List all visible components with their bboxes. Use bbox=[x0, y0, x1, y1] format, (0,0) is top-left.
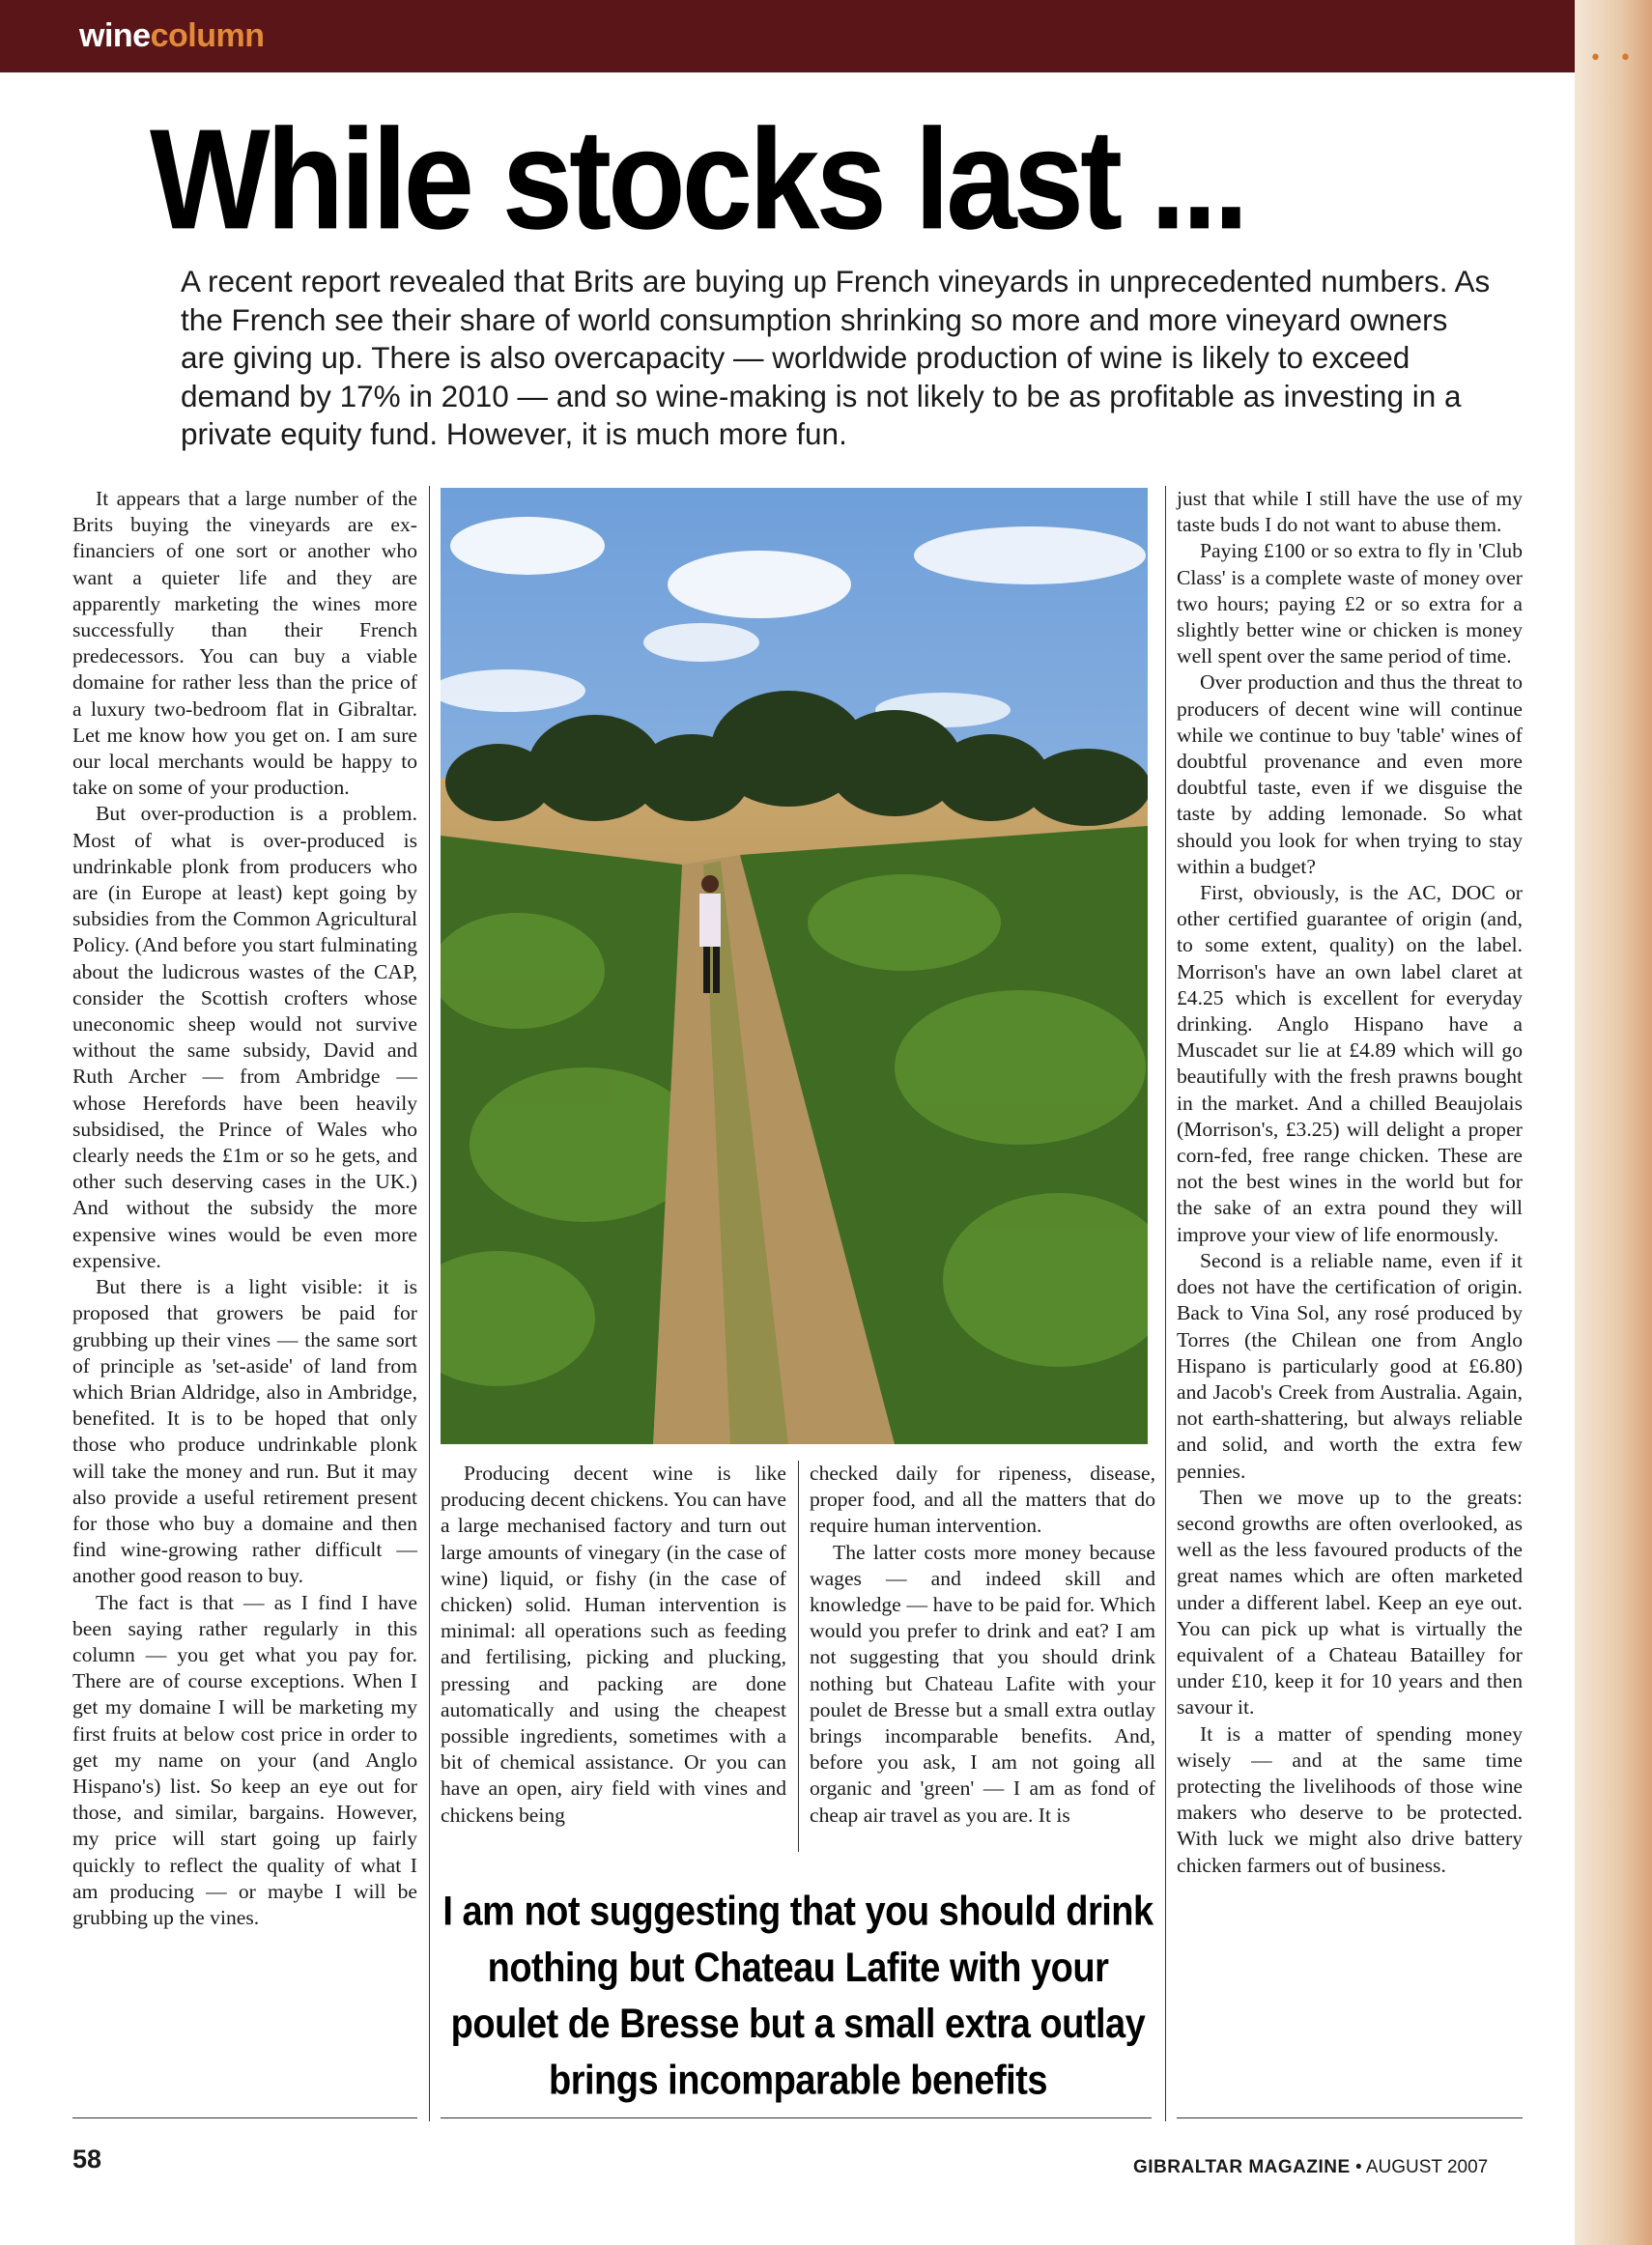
column-tag-wine: wine bbox=[79, 17, 151, 54]
body-column-2 bbox=[441, 1461, 786, 1829]
vineyard-illustration bbox=[441, 488, 1148, 1444]
adjacent-page-edge bbox=[1575, 0, 1652, 2245]
body-column-3 bbox=[810, 1461, 1155, 1829]
column-divider bbox=[1165, 486, 1166, 2121]
footer-magazine-info bbox=[1133, 2157, 1488, 2178]
column-tag-column: column bbox=[150, 17, 265, 54]
paragraph: It is a matter of spending money wisely — and at the same time protecting the livelihoods of those wine makers who deserve to be protected. With luck we might also drive battery chicken farmers out of business. bbox=[1177, 1721, 1523, 1877]
paragraph: Second is a reliable name, even if it does not have the certification of origin. Back to Vina Sol, any rosé produced by Torres (the Chilean one from Anglo Hispano is particularly good at £6.80) and Jacob's Creek from Australia. Again, not earth-shattering, but always reliable and solid, and worth the extra few pennies. bbox=[1177, 1248, 1523, 1483]
body-column-1 bbox=[72, 486, 417, 1931]
page-number: 58 bbox=[72, 2145, 102, 2174]
paragraph: Over production and thus the threat to producers of decent wine will continue while we continue to buy 'table' wines of doubtful provenance and even more doubtful taste, even if we disguise the taste by adding lemonade. So what should you look for when trying to stay within a budget? bbox=[1177, 670, 1523, 878]
magazine-name: GIBRALTAR MAGAZINE bbox=[1133, 2157, 1351, 2177]
paragraph: But over-production is a problem. Most of what is over-produced is undrinkable plonk from producers who are (in Europe at least) kept going by subsidies from the Common Agricultural Policy. (And before you start fulminating about the ludicrous wastes of the CAP, consider the Scottish crofters whose uneconomic sheep would not survive without the same subsidy, David and Ruth Archer — from Ambridge — whose Herefords have been heavily subsidised, the Prince of Wales who clearly needs the £1m or so he gets, and other such deserving cases in the UK.) And without the subsidy the more expensive wines would be even more expensive. bbox=[72, 802, 417, 1272]
paragraph: The latter costs more money because wages — and indeed skill and knowledge — have to be paid for. Which would you prefer to drink and eat? I am not suggesting that you should drink nothing but Chateau Lafite with your poulet de Bresse but a small extra outlay brings incomparable benefits. And, before you ask, I am not going all organic and 'green' — I am as fond of cheap air travel as you are. It is bbox=[810, 1540, 1155, 1827]
paragraph: Paying £100 or so extra to fly in 'Club Class' is a complete waste of money over two hours; paying £2 or so extra for a slightly better wine or chicken is money well spent over the same period of time. bbox=[1177, 539, 1523, 668]
article-standfirst: A recent report revealed that Brits are buying up French vineyards in unprecedented numbers. As the French see their share of world consumption shrinking so more and more vineyard owners are giving up. There is also overcapacity — worldwide production of wine is likely to exceed demand by 17% in 2010 — and so wine-making is not likely to be as profitable as investing in a private equity fund. However, it is much more fun. bbox=[181, 264, 1491, 451]
paragraph: Producing decent wine is like producing decent chickens. You can have a large mechanised factory and turn out large amounts of vinegary (in the case of wine) liquid, or fishy (in the case of chicken) solid. Human intervention is minimal: all operations such as feeding and fertilising, picking and plucking, pressing and packing are done automatically and using the cheapest possible ingredients, sometimes with a bit of chemical assistance. Or you can have an open, airy field with vines and chickens being bbox=[441, 1462, 786, 1827]
paragraph: It appears that a large number of the Brits buying the vineyards are ex-financiers of one sort or another who want a quieter life and they are apparently marketing the wines more successfully than their French predecessors. You can buy a viable domaine for rather less than the price of a luxury two-bedroom flat in Gibraltar. Let me know how you get on. I am sure our local merchants would be happy to take on some of your production. bbox=[72, 487, 417, 800]
bottom-rule bbox=[1177, 2117, 1523, 2118]
header-band bbox=[0, 0, 1575, 72]
column-divider bbox=[798, 1461, 799, 1852]
paragraph: First, obviously, is the AC, DOC or other certified guarantee of origin (and, to some extent, quality) on the label. Morrison's have an own label claret at £4.25 which is excellent for everyday drinking. Anglo Hispano have a Muscadet sur lie at £4.89 which will go beautifully with the fresh prawns bought in the market. And a chilled Beaujolais (Morrison's, £3.25) will delight a proper corn-fed, free range chicken. These are not the best wines in the world but for the sake of an extra pound they will improve your view of life enormously. bbox=[1177, 881, 1523, 1246]
bottom-rule bbox=[441, 2117, 1152, 2118]
paragraph: But there is a light visible: it is proposed that growers be paid for grubbing up their vines — the same sort of principle as 'set-aside' of land from which Brian Aldridge, also in Ambridge, benefited. It is to be hoped that only those who produce undrinkable plonk will take the money and run. But it may also provide a useful retirement present for those who buy a domaine and then find wine-growing rather difficult — another good reason to buy. bbox=[72, 1275, 417, 1588]
pull-quote: I am not suggesting that you should drink nothing but Chateau Lafite with your poulet de Bresse but a small extra outlay brings incomparable benefits bbox=[442, 1889, 1154, 2104]
body-column-4 bbox=[1177, 486, 1523, 1879]
paragraph: Then we move up to the greats: second growths are often overlooked, as well as the less favoured products of the great names which are often marketed under a different label. Keep an eye out. You can pick up what is virtually the equivalent of a Chateau Batailley for under £10, keep it for 10 years and then savour it. bbox=[1177, 1485, 1523, 1719]
edge-decoration-dots: •• bbox=[1589, 46, 1649, 71]
column-divider bbox=[429, 486, 430, 2121]
footer-separator: • bbox=[1350, 2157, 1366, 2177]
bottom-rule bbox=[72, 2117, 417, 2118]
paragraph: checked daily for ripeness, disease, proper food, and all the matters that do require human intervention. bbox=[810, 1462, 1155, 1538]
article-headline: While stocks last ... bbox=[150, 99, 1245, 259]
paragraph: The fact is that — as I find I have been saying rather regularly in this column — you get what you pay for. There are of course exceptions. When I get my domaine I will be marketing my first fruits at below cost price in order to get my name on your (and Anglo Hispano's) list. So keep an eye out for those, and similar, bargains. However, my price will start going up fairly quickly to reflect the quality of what I am producing — or maybe I will be grubbing up the vines. bbox=[72, 1590, 417, 1929]
vineyard-photo bbox=[441, 488, 1148, 1444]
column-tag bbox=[79, 17, 264, 55]
issue-date: AUGUST 2007 bbox=[1365, 2157, 1489, 2177]
paragraph: just that while I still have the use of my taste buds I do not want to abuse them. bbox=[1177, 487, 1523, 537]
